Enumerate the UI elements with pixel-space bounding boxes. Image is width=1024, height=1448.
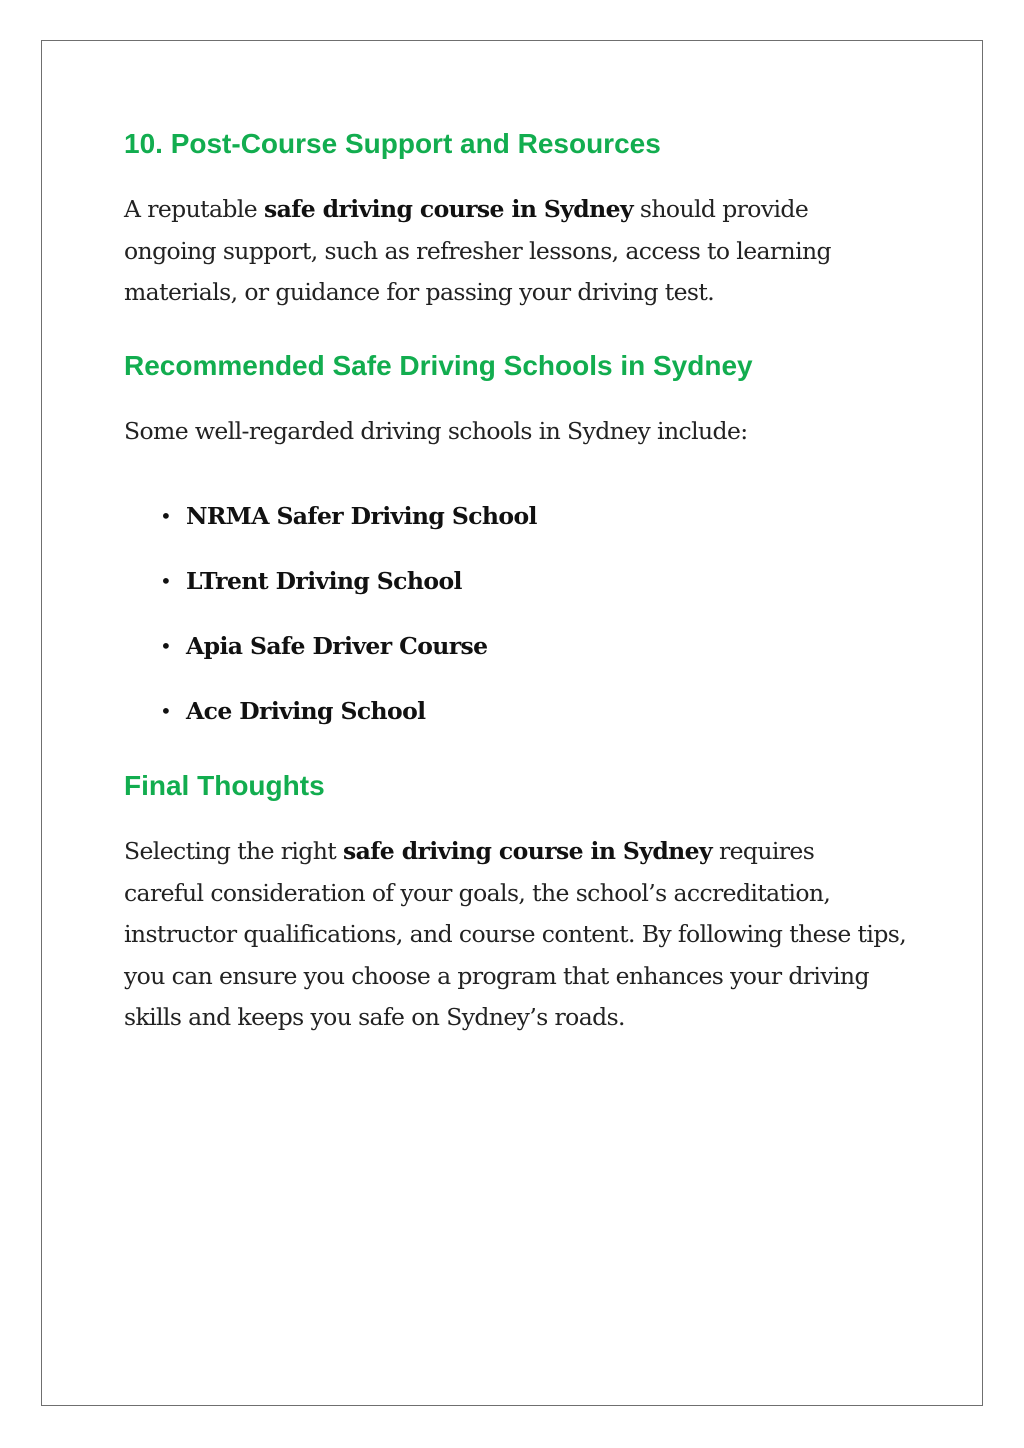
school-name: Ace Driving School — [186, 697, 426, 725]
bullet-icon: • — [160, 569, 172, 593]
text-line: you can ensure you choose a program that enhances your driving — [124, 961, 869, 990]
text-line: Some well-regarded driving schools in Sydney include: — [124, 417, 748, 445]
text-line: Selecting the right safe driving course in Sydney requires — [124, 837, 815, 865]
text-line: instructor qualifications, and course content. By following these tips, — [124, 920, 907, 948]
bullet-icon: • — [160, 634, 172, 658]
school-name: NRMA Safer Driving School — [186, 502, 537, 530]
text-line: A reputable safe driving course in Sydney should provide — [124, 195, 809, 223]
bullet-icon: • — [160, 504, 172, 528]
heading-final-thoughts: Final Thoughts — [124, 770, 325, 801]
text-line: ongoing support, such as refresher lessons, access to learning — [124, 236, 831, 265]
heading-post-course-support: 10. Post-Course Support and Resources — [124, 128, 661, 159]
paragraph-post-course-support — [124, 189, 831, 314]
text-line: materials, or guidance for passing your driving test. — [124, 278, 715, 306]
school-name: Apia Safe Driver Course — [186, 632, 488, 660]
heading-recommended-schools: Recommended Safe Driving Schools in Sydney — [124, 350, 753, 381]
bold-keyword: safe driving course in Sydney — [343, 837, 713, 865]
text-line: skills and keeps you safe on Sydney’s roads. — [124, 1003, 625, 1031]
text-line: careful consideration of your goals, the school’s accreditation, — [124, 878, 831, 907]
bold-keyword: safe driving course in Sydney — [263, 195, 634, 223]
bullet-icon: • — [160, 699, 172, 723]
school-name: LTrent Driving School — [186, 567, 462, 595]
paragraph-final-thoughts — [124, 831, 906, 1039]
paragraph-schools-intro — [124, 411, 748, 453]
